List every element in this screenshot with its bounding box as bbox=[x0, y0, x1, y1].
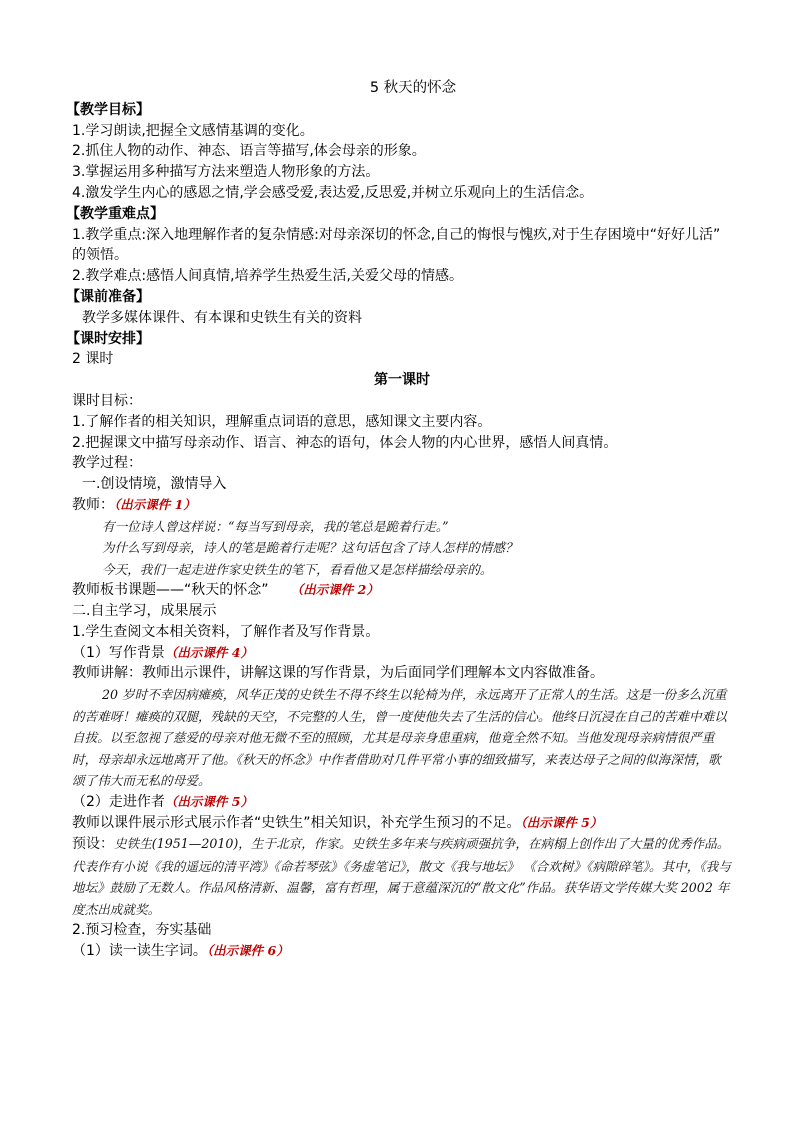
teacher-line bbox=[72, 495, 732, 516]
sub-step-one: 1.学生查阅文本相关资料，了解作者及写作背景。 bbox=[72, 623, 380, 640]
objective-item: 3.掌握运用多种描写方法来塑造人物形象的方法。 bbox=[72, 164, 380, 181]
preset-text: 史铁生(1951—2010)，生于北京，作家。史铁生多年来与疾病顽强抗争，在病榻上创作出了大量的优秀作品。代表作有小说《我的遥远的清平湾》《命若琴弦》《务虚笔记》，散文《我与地坛》 《合欢树》《病隙碎笔》。其中，《我与地坛》鼓励了无数人。作品风格清新、温馨，富有哲理，属于意蕴深沉的“散文化”作品。获华语文学传媒大奖 2002 年度杰出成就奖。 bbox=[72, 836, 731, 917]
objective-item: 1.学习朗读,把握全文感情基调的变化。 bbox=[72, 122, 314, 139]
prep-heading: 【课前准备】 bbox=[66, 288, 150, 305]
preset-label: 预设： bbox=[72, 836, 114, 853]
first-class-heading: 第一课时 bbox=[374, 372, 430, 389]
sub-step-two: 2.预习检查，夯实基础 bbox=[72, 922, 212, 939]
objectives-heading: 【教学目标】 bbox=[66, 101, 150, 118]
keypoint-item: 2.教学难点:感悟人间真情,培养学生热爱生活,关爱父母的情感。 bbox=[72, 268, 463, 285]
teacher-label: 教师： bbox=[72, 496, 114, 513]
read-line bbox=[72, 941, 732, 962]
background-paragraph: 20 岁时不幸因病瘫痪，风华正茂的史铁生不得不终生以轮椅为伴，永远离开了正常人的生活。这是一份多么沉重的苦难呀！瘫痪的双腿，残缺的天空，不完整的人生，曾一度使他失去了生活的信心。他终日沉浸在自己的苦难中难以自拔。以至忽视了慈爱的母亲对他无微不至的照顾，尤其是母亲身患重病，他竟全然不知。当他发现母亲病情很严重时，母亲却永远地离开了他。《秋天的怀念》中作者借助对几件平常小事的细致描写，来表达母子之间的似海深情，歌颂了伟大而无私的母爱。 bbox=[72, 687, 727, 789]
process-label: 教学过程： bbox=[72, 455, 142, 472]
courseware-tag: （出示课件 5） bbox=[164, 793, 253, 809]
courseware-tag: （出示课件 4） bbox=[164, 644, 253, 660]
objective-item: 4.激发学生内心的感恩之情,学会感受爱,表达爱,反思爱,并树立乐观向上的生活信念。 bbox=[72, 184, 594, 201]
courseware-tag: （出示课件 6） bbox=[206, 943, 289, 959]
author-label: （2）走进作者 bbox=[72, 793, 165, 810]
schedule-text: 2 课时 bbox=[72, 351, 114, 368]
intro-line: 为什么写到母亲，诗人的笔是跪着行走呢？这句话包含了诗人怎样的情感？ bbox=[102, 540, 518, 556]
background-explain: 教师讲解：教师出示课件，讲解这课的写作背景，为后面同学们理解本文内容做准备。 bbox=[72, 665, 604, 682]
read-label: （1）读一读生字词。 bbox=[72, 943, 207, 960]
keypoint-item-cont: 的领悟。 bbox=[72, 247, 128, 264]
author-explain: 教师以课件展示形式展示作者“史铁生”相关知识，补充学生预习的不足。 bbox=[72, 814, 521, 831]
class-goal-item: 2.把握课文中描写母亲动作、语言、神态的语句，体会人物的内心世界，感悟人间真情。 bbox=[72, 434, 618, 451]
courseware-tag: （出示课件 1） bbox=[114, 496, 196, 512]
step-two: 二.自主学习，成果展示 bbox=[72, 603, 217, 620]
courseware-tag: （出示课件 5） bbox=[520, 814, 603, 830]
author-label-line bbox=[72, 792, 732, 813]
class-goal-label: 课时目标： bbox=[72, 392, 142, 409]
keypoints-heading: 【教学重难点】 bbox=[66, 205, 164, 222]
class-goal-item: 1.了解作者的相关知识，理解重点词语的意思，感知课文主要内容。 bbox=[72, 413, 492, 430]
lesson-title: 5 秋天的怀念 bbox=[369, 80, 457, 96]
document-page bbox=[66, 78, 732, 962]
objective-item: 2.抓住人物的动作、神态、语言等描写,体会母亲的形象。 bbox=[72, 143, 426, 160]
background-label: （1）写作背景 bbox=[72, 644, 165, 661]
author-explain-line bbox=[72, 813, 732, 834]
courseware-tag: （出示课件 2） bbox=[290, 582, 379, 598]
step-one: 一.创设情境，激情导入 bbox=[82, 476, 227, 493]
board-title-line bbox=[72, 580, 732, 601]
schedule-heading: 【课时安排】 bbox=[66, 330, 150, 347]
board-title-text: 教师板书课题——“秋天的怀念” bbox=[72, 582, 269, 599]
preset-paragraph bbox=[72, 833, 732, 920]
background-label-line bbox=[72, 643, 732, 664]
prep-text: 教学多媒体课件、有本课和史铁生有关的资料 bbox=[82, 309, 362, 326]
keypoint-item: 1.教学重点:深入地理解作者的复杂情感:对母亲深切的怀念,自己的悔恨与愧疚,对于生存困境中“好好儿活” bbox=[72, 226, 721, 243]
intro-line: 有一位诗人曾这样说：“每当写到母亲，我的笔总是跪着行走。” bbox=[102, 518, 449, 534]
intro-line: 今天，我们一起走进作家史铁生的笔下，看看他又是怎样描绘母亲的。 bbox=[102, 561, 493, 577]
